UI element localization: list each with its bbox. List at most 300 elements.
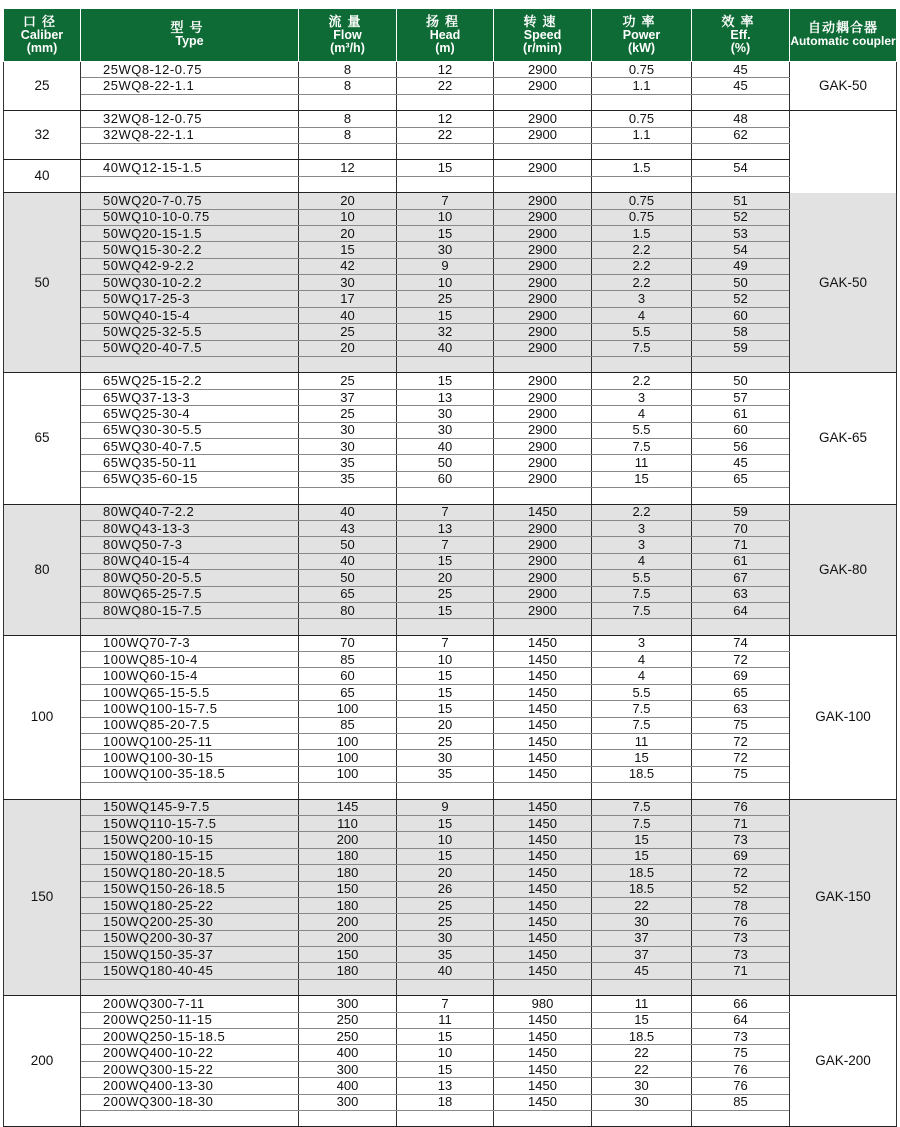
power-cell (592, 979, 692, 995)
type-cell: 50WQ17-25-3 (81, 291, 299, 307)
power-cell: 7.5 (592, 799, 692, 815)
speed-cell (494, 176, 592, 192)
power-cell: 0.75 (592, 111, 692, 127)
table-row (4, 225, 897, 241)
flow-cell: 8 (299, 127, 397, 143)
flow-cell: 100 (299, 701, 397, 717)
flow-cell: 180 (299, 865, 397, 881)
head-cell: 20 (397, 717, 494, 733)
power-cell: 37 (592, 947, 692, 963)
power-cell: 30 (592, 914, 692, 930)
head-cell (397, 143, 494, 159)
group-200 (4, 996, 897, 1127)
flow-cell: 145 (299, 799, 397, 815)
type-cell: 100WQ85-10-4 (81, 652, 299, 668)
power-cell (592, 143, 692, 159)
speed-cell: 1450 (494, 848, 592, 864)
table-row (4, 78, 897, 94)
table-row (4, 389, 897, 405)
flow-cell: 20 (299, 193, 397, 209)
efficiency-cell (692, 979, 790, 995)
flow-cell: 35 (299, 471, 397, 487)
type-cell: 150WQ200-30-37 (81, 930, 299, 946)
head-cell: 26 (397, 881, 494, 897)
efficiency-cell: 76 (692, 1061, 790, 1077)
type-cell: 150WQ180-40-45 (81, 963, 299, 979)
efficiency-cell: 73 (692, 832, 790, 848)
head-cell: 40 (397, 340, 494, 356)
flow-cell: 300 (299, 996, 397, 1012)
head-cell: 12 (397, 111, 494, 127)
power-cell (592, 176, 692, 192)
type-cell: 150WQ180-20-18.5 (81, 865, 299, 881)
speed-cell: 1450 (494, 1029, 592, 1045)
efficiency-cell: 73 (692, 930, 790, 946)
head-cell: 30 (397, 422, 494, 438)
speed-cell: 1450 (494, 815, 592, 831)
head-cell (397, 357, 494, 373)
table-row (4, 684, 897, 700)
head-cell: 15 (397, 815, 494, 831)
power-cell (592, 783, 692, 799)
table-row (4, 160, 897, 176)
type-cell: 150WQ145-9-7.5 (81, 799, 299, 815)
power-cell: 22 (592, 897, 692, 913)
efficiency-cell: 53 (692, 225, 790, 241)
table-row (4, 553, 897, 569)
power-cell (592, 619, 692, 635)
flow-cell: 100 (299, 766, 397, 782)
efficiency-cell: 85 (692, 1094, 790, 1110)
head-cell: 9 (397, 258, 494, 274)
efficiency-cell: 72 (692, 734, 790, 750)
power-cell: 5.5 (592, 422, 692, 438)
power-cell: 1.1 (592, 127, 692, 143)
table-row (4, 799, 897, 815)
flow-cell: 60 (299, 668, 397, 684)
efficiency-cell: 50 (692, 373, 790, 389)
header-speed: 转速 Speed (r/min) (494, 9, 592, 62)
head-cell: 15 (397, 602, 494, 618)
type-cell: 65WQ37-13-3 (81, 389, 299, 405)
type-cell: 100WQ65-15-5.5 (81, 684, 299, 700)
caliber-cell: 40 (4, 160, 81, 193)
header-row (4, 9, 897, 62)
speed-cell: 1450 (494, 865, 592, 881)
type-cell: 100WQ85-20-7.5 (81, 717, 299, 733)
flow-cell: 12 (299, 160, 397, 176)
head-cell: 25 (397, 734, 494, 750)
table-row (4, 324, 897, 340)
efficiency-cell: 73 (692, 1029, 790, 1045)
flow-cell: 37 (299, 389, 397, 405)
type-cell: 50WQ25-32-5.5 (81, 324, 299, 340)
flow-cell: 30 (299, 275, 397, 291)
table-row (4, 914, 897, 930)
flow-cell (299, 619, 397, 635)
type-cell: 200WQ300-15-22 (81, 1061, 299, 1077)
flow-cell: 43 (299, 520, 397, 536)
efficiency-cell: 58 (692, 324, 790, 340)
power-cell: 7.5 (592, 701, 692, 717)
type-cell (81, 488, 299, 504)
power-cell: 30 (592, 1078, 692, 1094)
speed-cell: 2900 (494, 570, 592, 586)
power-cell: 18.5 (592, 865, 692, 881)
head-cell: 15 (397, 684, 494, 700)
type-cell: 50WQ20-15-1.5 (81, 225, 299, 241)
table-row (4, 111, 897, 127)
type-cell: 80WQ80-15-7.5 (81, 602, 299, 618)
flow-cell: 65 (299, 684, 397, 700)
type-cell: 65WQ35-60-15 (81, 471, 299, 487)
efficiency-cell: 64 (692, 1012, 790, 1028)
head-cell: 15 (397, 225, 494, 241)
flow-cell: 250 (299, 1012, 397, 1028)
power-cell: 7.5 (592, 438, 692, 454)
speed-cell: 1450 (494, 734, 592, 750)
table-row (4, 1061, 897, 1077)
table-row (4, 193, 897, 209)
efficiency-cell: 72 (692, 652, 790, 668)
power-cell: 3 (592, 635, 692, 651)
flow-cell (299, 176, 397, 192)
type-cell: 150WQ150-26-18.5 (81, 881, 299, 897)
type-cell: 65WQ35-50-11 (81, 455, 299, 471)
header-power: 功率 Power (kW) (592, 9, 692, 62)
type-cell: 100WQ60-15-4 (81, 668, 299, 684)
speed-cell: 1450 (494, 766, 592, 782)
group-25 (4, 62, 897, 111)
table-row (4, 815, 897, 831)
efficiency-cell: 72 (692, 750, 790, 766)
flow-cell (299, 94, 397, 110)
table-row (4, 750, 897, 766)
table-row (4, 652, 897, 668)
efficiency-cell: 45 (692, 455, 790, 471)
speed-cell: 2900 (494, 62, 592, 78)
efficiency-cell: 71 (692, 537, 790, 553)
efficiency-cell: 57 (692, 389, 790, 405)
power-cell: 11 (592, 996, 692, 1012)
power-cell: 7.5 (592, 602, 692, 618)
head-cell: 10 (397, 209, 494, 225)
efficiency-cell (692, 94, 790, 110)
type-cell: 80WQ40-7-2.2 (81, 504, 299, 520)
table-row (4, 209, 897, 225)
power-cell: 5.5 (592, 570, 692, 586)
speed-cell: 2900 (494, 275, 592, 291)
flow-cell: 85 (299, 717, 397, 733)
header-type: 型号 Type (81, 9, 299, 62)
flow-cell: 40 (299, 307, 397, 323)
speed-cell: 2900 (494, 520, 592, 536)
flow-cell: 8 (299, 78, 397, 94)
efficiency-cell: 49 (692, 258, 790, 274)
type-cell: 32WQ8-22-1.1 (81, 127, 299, 143)
head-cell (397, 619, 494, 635)
speed-cell: 1450 (494, 750, 592, 766)
flow-cell: 8 (299, 111, 397, 127)
power-cell: 15 (592, 832, 692, 848)
header-efficiency: 效率 Eff. (%) (692, 9, 790, 62)
speed-cell: 1450 (494, 930, 592, 946)
table-row (4, 406, 897, 422)
table-row (4, 291, 897, 307)
table-row (4, 734, 897, 750)
type-cell: 25WQ8-22-1.1 (81, 78, 299, 94)
head-cell: 22 (397, 127, 494, 143)
speed-cell: 1450 (494, 717, 592, 733)
type-cell: 65WQ25-30-4 (81, 406, 299, 422)
efficiency-cell: 48 (692, 111, 790, 127)
head-cell: 15 (397, 553, 494, 569)
type-cell: 50WQ40-15-4 (81, 307, 299, 323)
efficiency-cell (692, 619, 790, 635)
head-cell: 40 (397, 438, 494, 454)
type-cell: 200WQ400-13-30 (81, 1078, 299, 1094)
coupler-cell: GAK-150 (790, 799, 897, 996)
head-cell: 25 (397, 586, 494, 602)
efficiency-cell: 69 (692, 668, 790, 684)
table-row (4, 766, 897, 782)
type-cell: 200WQ250-11-15 (81, 1012, 299, 1028)
head-cell: 7 (397, 537, 494, 553)
head-cell: 13 (397, 1078, 494, 1094)
table-row (4, 537, 897, 553)
power-cell: 7.5 (592, 586, 692, 602)
head-cell: 7 (397, 996, 494, 1012)
table-row (4, 783, 897, 799)
speed-cell (494, 143, 592, 159)
speed-cell: 1450 (494, 799, 592, 815)
table-row (4, 881, 897, 897)
speed-cell: 980 (494, 996, 592, 1012)
table-row (4, 94, 897, 110)
table-row (4, 438, 897, 454)
power-cell (592, 1111, 692, 1127)
flow-cell: 50 (299, 537, 397, 553)
flow-cell: 20 (299, 340, 397, 356)
table-row (4, 127, 897, 143)
head-cell: 13 (397, 520, 494, 536)
power-cell: 2.2 (592, 373, 692, 389)
power-cell: 18.5 (592, 766, 692, 782)
head-cell: 35 (397, 947, 494, 963)
efficiency-cell: 76 (692, 799, 790, 815)
speed-cell: 2900 (494, 537, 592, 553)
efficiency-cell: 76 (692, 1078, 790, 1094)
efficiency-cell: 59 (692, 504, 790, 520)
type-cell: 80WQ43-13-3 (81, 520, 299, 536)
speed-cell: 2900 (494, 324, 592, 340)
type-cell (81, 357, 299, 373)
table-row (4, 504, 897, 520)
power-cell: 2.2 (592, 275, 692, 291)
table-row (4, 307, 897, 323)
type-cell: 80WQ65-25-7.5 (81, 586, 299, 602)
table-row (4, 471, 897, 487)
table-row (4, 242, 897, 258)
head-cell: 11 (397, 1012, 494, 1028)
head-cell: 15 (397, 668, 494, 684)
caliber-cell: 25 (4, 62, 81, 111)
table-row (4, 701, 897, 717)
power-cell: 15 (592, 750, 692, 766)
type-cell: 50WQ20-7-0.75 (81, 193, 299, 209)
head-cell: 15 (397, 1061, 494, 1077)
head-cell: 30 (397, 406, 494, 422)
head-cell: 40 (397, 963, 494, 979)
head-cell: 20 (397, 865, 494, 881)
speed-cell: 2900 (494, 258, 592, 274)
speed-cell (494, 1111, 592, 1127)
table-row (4, 488, 897, 504)
speed-cell: 1450 (494, 504, 592, 520)
table-row (4, 979, 897, 995)
power-cell: 0.75 (592, 209, 692, 225)
flow-cell: 100 (299, 750, 397, 766)
type-cell: 100WQ100-15-7.5 (81, 701, 299, 717)
efficiency-cell: 70 (692, 520, 790, 536)
speed-cell: 2900 (494, 225, 592, 241)
group-100 (4, 635, 897, 799)
power-cell: 4 (592, 553, 692, 569)
efficiency-cell: 65 (692, 471, 790, 487)
table-row (4, 947, 897, 963)
table-row (4, 570, 897, 586)
table-row (4, 602, 897, 618)
table-row (4, 373, 897, 389)
type-cell: 50WQ15-30-2.2 (81, 242, 299, 258)
speed-cell: 1450 (494, 1078, 592, 1094)
table-header (4, 9, 897, 62)
head-cell: 7 (397, 193, 494, 209)
efficiency-cell: 51 (692, 193, 790, 209)
type-cell: 32WQ8-12-0.75 (81, 111, 299, 127)
flow-cell: 40 (299, 553, 397, 569)
type-cell: 200WQ300-7-11 (81, 996, 299, 1012)
efficiency-cell: 59 (692, 340, 790, 356)
caliber-cell: 100 (4, 635, 81, 799)
speed-cell: 2900 (494, 160, 592, 176)
head-cell: 10 (397, 832, 494, 848)
head-cell: 30 (397, 242, 494, 258)
head-cell (397, 1111, 494, 1127)
power-cell: 15 (592, 848, 692, 864)
speed-cell: 1450 (494, 963, 592, 979)
head-cell: 25 (397, 914, 494, 930)
speed-cell (494, 783, 592, 799)
efficiency-cell (692, 143, 790, 159)
efficiency-cell: 74 (692, 635, 790, 651)
flow-cell: 70 (299, 635, 397, 651)
flow-cell: 300 (299, 1061, 397, 1077)
type-cell (81, 94, 299, 110)
flow-cell: 17 (299, 291, 397, 307)
speed-cell: 2900 (494, 422, 592, 438)
type-cell: 150WQ200-10-15 (81, 832, 299, 848)
speed-cell: 2900 (494, 553, 592, 569)
efficiency-cell: 64 (692, 602, 790, 618)
type-cell: 80WQ50-7-3 (81, 537, 299, 553)
flow-cell: 8 (299, 62, 397, 78)
type-cell (81, 979, 299, 995)
head-cell: 7 (397, 635, 494, 651)
power-cell: 1.1 (592, 78, 692, 94)
efficiency-cell: 78 (692, 897, 790, 913)
table-row (4, 422, 897, 438)
header-flow: 流量 Flow (m³/h) (299, 9, 397, 62)
table-row (4, 832, 897, 848)
efficiency-cell: 75 (692, 766, 790, 782)
coupler-cell: GAK-65 (790, 373, 897, 504)
table-row (4, 357, 897, 373)
type-cell: 50WQ10-10-0.75 (81, 209, 299, 225)
head-cell (397, 94, 494, 110)
speed-cell: 2900 (494, 78, 592, 94)
power-cell: 7.5 (592, 717, 692, 733)
efficiency-cell: 45 (692, 62, 790, 78)
head-cell: 60 (397, 471, 494, 487)
table-row (4, 258, 897, 274)
table-row (4, 1094, 897, 1110)
speed-cell: 1450 (494, 1045, 592, 1061)
flow-cell: 20 (299, 225, 397, 241)
power-cell: 1.5 (592, 225, 692, 241)
efficiency-cell: 52 (692, 209, 790, 225)
table-row (4, 930, 897, 946)
type-cell: 65WQ30-40-7.5 (81, 438, 299, 454)
type-cell: 50WQ20-40-7.5 (81, 340, 299, 356)
flow-cell: 180 (299, 897, 397, 913)
group-50 (4, 193, 897, 373)
table-row (4, 1045, 897, 1061)
group-80 (4, 504, 897, 635)
table-row (4, 635, 897, 651)
pump-spec-table (3, 8, 897, 1127)
type-cell: 25WQ8-12-0.75 (81, 62, 299, 78)
speed-cell: 2900 (494, 373, 592, 389)
head-cell (397, 979, 494, 995)
head-cell: 10 (397, 652, 494, 668)
efficiency-cell: 67 (692, 570, 790, 586)
efficiency-cell: 45 (692, 78, 790, 94)
caliber-cell: 50 (4, 193, 81, 373)
flow-cell (299, 783, 397, 799)
table-row (4, 668, 897, 684)
speed-cell: 1450 (494, 635, 592, 651)
efficiency-cell: 62 (692, 127, 790, 143)
coupler-cell: GAK-200 (790, 996, 897, 1127)
head-cell: 10 (397, 275, 494, 291)
efficiency-cell: 63 (692, 586, 790, 602)
flow-cell: 200 (299, 914, 397, 930)
power-cell: 18.5 (592, 1029, 692, 1045)
speed-cell: 2900 (494, 307, 592, 323)
type-cell: 80WQ50-20-5.5 (81, 570, 299, 586)
table-row (4, 275, 897, 291)
head-cell: 15 (397, 373, 494, 389)
head-cell: 25 (397, 291, 494, 307)
table-row (4, 619, 897, 635)
power-cell (592, 488, 692, 504)
header-coupler: 自动耦合器 Automatic coupler (790, 9, 897, 62)
flow-cell: 15 (299, 242, 397, 258)
power-cell: 5.5 (592, 684, 692, 700)
speed-cell: 2900 (494, 340, 592, 356)
flow-cell (299, 143, 397, 159)
